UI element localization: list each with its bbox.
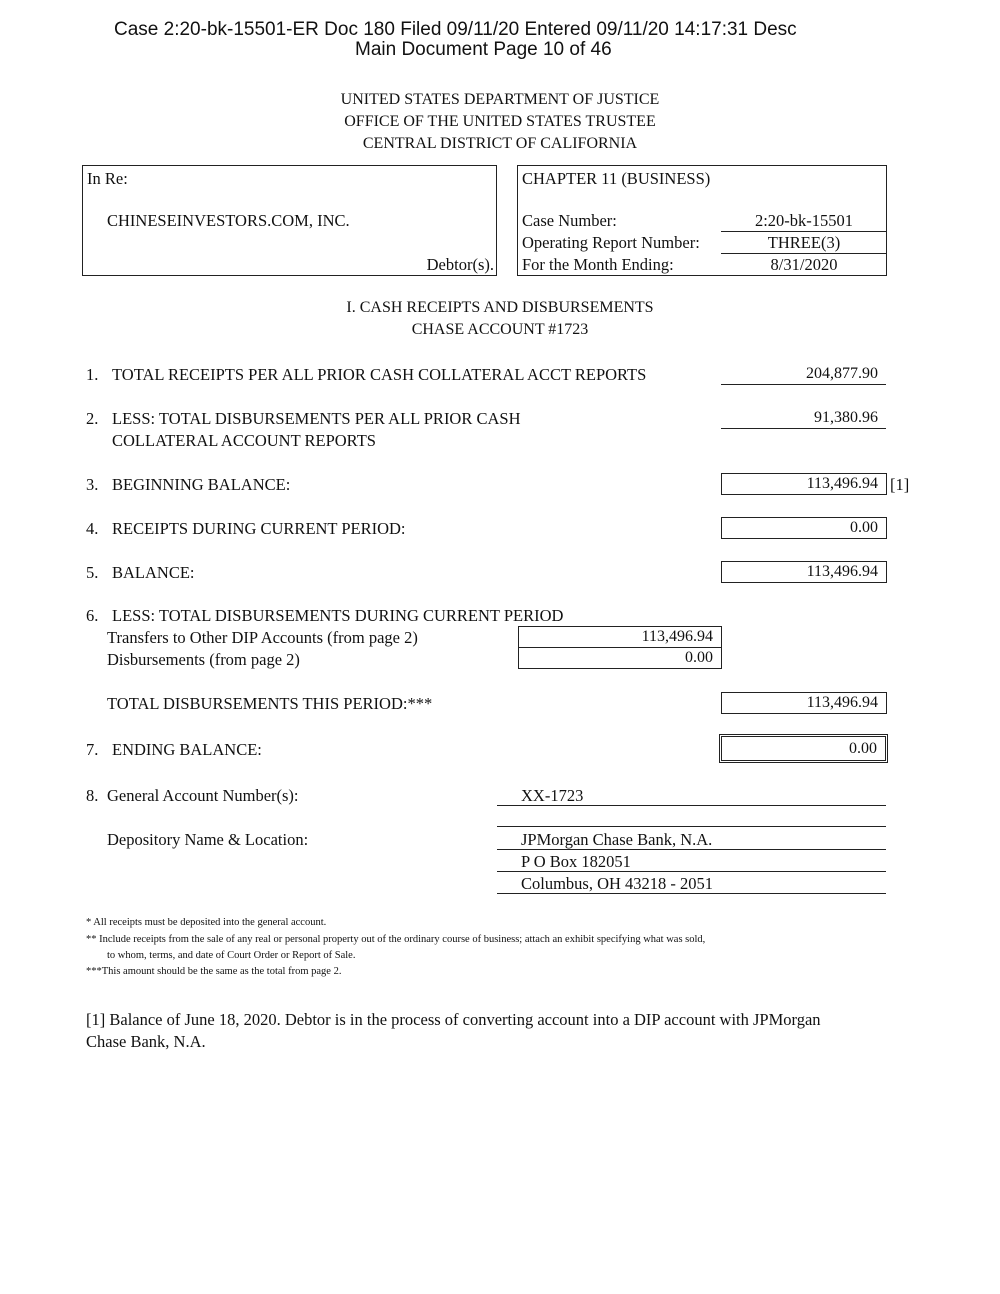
balance-note-line1: [1] Balance of June 18, 2020. Debtor is in the process of converting account into a DIP account with JPMorgan bbox=[86, 1010, 821, 1029]
footnote-3: ***This amount should be the same as the total from page 2. bbox=[86, 966, 342, 977]
depository-line3: Columbus, OH 43218 - 2051 bbox=[521, 874, 714, 893]
line2-label-a: LESS: TOTAL DISBURSEMENTS PER ALL PRIOR CASH bbox=[112, 409, 521, 428]
transfers-label: Transfers to Other DIP Accounts (from page 2) bbox=[107, 628, 418, 647]
line1-number: 1. bbox=[86, 365, 99, 384]
report-number-label: Operating Report Number: bbox=[522, 233, 700, 252]
line7-value: 0.00 bbox=[719, 734, 888, 763]
in-re-label: In Re: bbox=[87, 169, 128, 188]
line2-value: 91,380.96 bbox=[721, 409, 886, 429]
divider bbox=[721, 253, 887, 254]
line2-number: 2. bbox=[86, 409, 99, 428]
account-number-value: XX-1723 bbox=[521, 786, 584, 805]
line3-number: 3. bbox=[86, 475, 99, 494]
report-number-value: THREE(3) bbox=[767, 233, 841, 252]
line4-value: 0.00 bbox=[721, 517, 887, 539]
line8-number: 8. bbox=[86, 786, 99, 805]
divider bbox=[721, 231, 887, 232]
line6-number: 6. bbox=[86, 606, 99, 625]
balance-note-line2: Chase Bank, N.A. bbox=[86, 1032, 206, 1051]
divider bbox=[497, 805, 886, 806]
court-stamp-line1: Case 2:20-bk-15501-ER Doc 180 Filed 09/11/20 Entered 09/11/20 14:17:31 Desc bbox=[114, 19, 797, 40]
line3-label: BEGINNING BALANCE: bbox=[112, 475, 291, 494]
line7-number: 7. bbox=[86, 740, 99, 759]
agency-line1: UNITED STATES DEPARTMENT OF JUSTICE bbox=[340, 91, 660, 108]
month-ending-label: For the Month Ending: bbox=[522, 255, 674, 274]
line3-footnote-ref: [1] bbox=[890, 475, 910, 494]
section-title: I. CASH RECEIPTS AND DISBURSEMENTS bbox=[346, 299, 654, 316]
case-number-value: 2:20-bk-15501 bbox=[754, 211, 854, 230]
line6-label: LESS: TOTAL DISBURSEMENTS DURING CURRENT PERIOD bbox=[112, 606, 564, 625]
total-disbursements-value: 113,496.94 bbox=[721, 692, 887, 714]
debtor-name: CHINESEINVESTORS.COM, INC. bbox=[107, 211, 350, 230]
line7-label: ENDING BALANCE: bbox=[112, 740, 262, 759]
line3-value: 113,496.94 bbox=[721, 473, 887, 495]
line1-value: 204,877.90 bbox=[721, 365, 886, 385]
line5-number: 5. bbox=[86, 563, 99, 582]
month-ending-value: 8/31/2020 bbox=[770, 255, 838, 274]
section-account: CHASE ACCOUNT #1723 bbox=[411, 321, 589, 338]
line5-value: 113,496.94 bbox=[721, 561, 887, 583]
agency-line2: OFFICE OF THE UNITED STATES TRUSTEE bbox=[344, 113, 656, 130]
case-number-label: Case Number: bbox=[522, 211, 617, 230]
divider bbox=[497, 849, 886, 850]
agency-line3: CENTRAL DISTRICT OF CALIFORNIA bbox=[362, 135, 638, 152]
line1-label: TOTAL RECEIPTS PER ALL PRIOR CASH COLLATERAL ACCT REPORTS bbox=[112, 365, 647, 384]
in-re-box bbox=[82, 165, 497, 276]
line5-label: BALANCE: bbox=[112, 563, 195, 582]
depository-label: Depository Name & Location: bbox=[107, 830, 309, 849]
disbursements-value: 0.00 bbox=[518, 647, 722, 669]
line4-number: 4. bbox=[86, 519, 99, 538]
court-stamp-line2: Main Document Page 10 of 46 bbox=[355, 39, 612, 60]
total-disbursements-label: TOTAL DISBURSEMENTS THIS PERIOD:*** bbox=[107, 694, 433, 713]
divider bbox=[497, 826, 886, 827]
footnote-2: ** Include receipts from the sale of any real or personal property out of the ordinary course of business; attach an exhibit specifying what was sold, bbox=[86, 934, 706, 945]
debtor-label: Debtor(s). bbox=[426, 255, 494, 274]
line4-label: RECEIPTS DURING CURRENT PERIOD: bbox=[112, 519, 406, 538]
divider bbox=[497, 893, 886, 894]
line2-label-b: COLLATERAL ACCOUNT REPORTS bbox=[112, 431, 376, 450]
disbursements-label: Disbursements (from page 2) bbox=[107, 650, 300, 669]
footnote-2-cont: to whom, terms, and date of Court Order or Report of Sale. bbox=[107, 950, 356, 961]
divider bbox=[497, 871, 886, 872]
depository-line2: P O Box 182051 bbox=[521, 852, 631, 871]
transfers-value: 113,496.94 bbox=[518, 626, 722, 648]
footnote-1: * All receipts must be deposited into the general account. bbox=[86, 917, 327, 928]
case-info-box bbox=[517, 165, 887, 276]
line8-label: General Account Number(s): bbox=[107, 786, 299, 805]
depository-line1: JPMorgan Chase Bank, N.A. bbox=[521, 830, 713, 849]
chapter-label: CHAPTER 11 (BUSINESS) bbox=[522, 169, 711, 188]
